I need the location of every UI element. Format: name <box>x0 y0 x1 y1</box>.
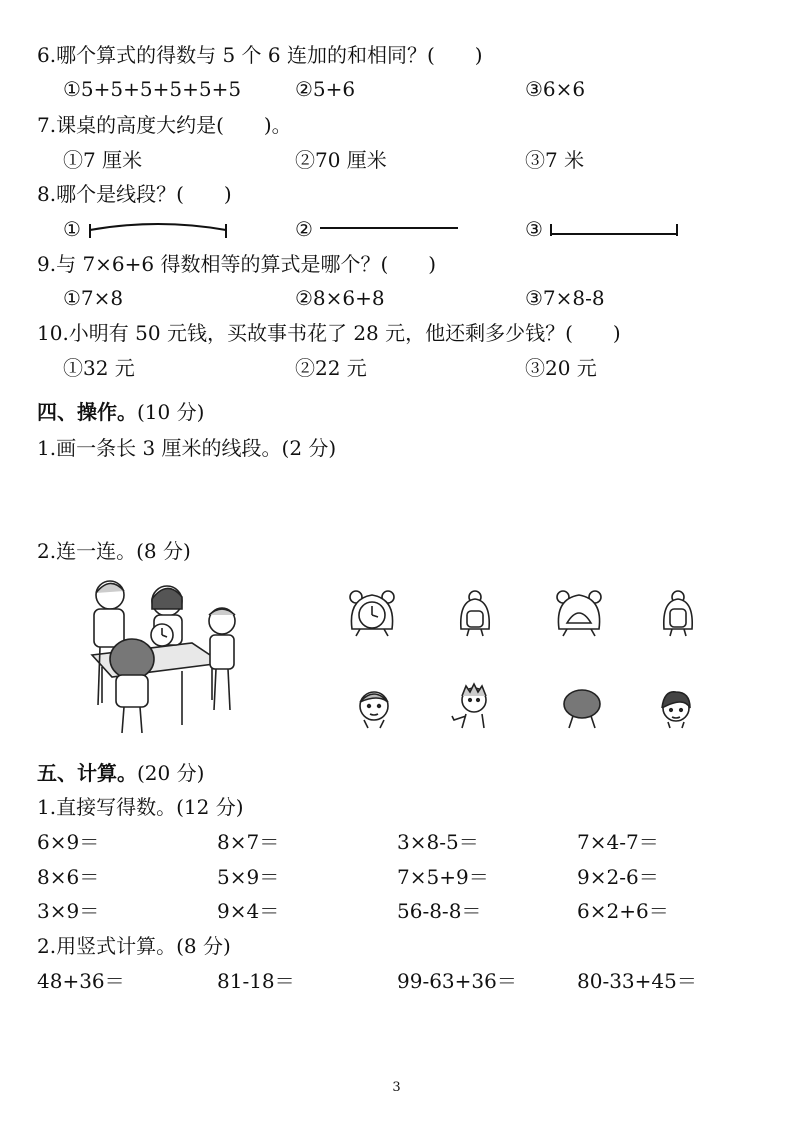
question-10 <box>0 316 793 350</box>
question-10-options <box>0 351 793 385</box>
option-2[interactable]: ②5+6 <box>295 77 356 101</box>
option-3[interactable]: ③7×8-8 <box>525 286 605 310</box>
question-6-options <box>0 72 793 106</box>
straight-line-figure <box>320 226 460 230</box>
option-3[interactable]: ③7 米 <box>525 148 585 172</box>
option-2[interactable]: ②70 厘米 <box>295 148 387 172</box>
question-text: 10.小明有 50 元钱，买故事书花了 28 元，他还剩多少钱？( ) <box>37 321 621 345</box>
vertical-calc-problem[interactable]: 48+36＝ <box>37 969 125 993</box>
section-title: 四、操作。 <box>37 400 137 424</box>
item-text: 2.连一连。(8 分) <box>37 539 191 563</box>
section-4-item-2 <box>0 534 793 568</box>
question-7 <box>0 108 793 142</box>
calc-problem[interactable]: 56-8-8＝ <box>397 899 482 923</box>
question-text: 9.与 7×6+6 得数相等的算式是哪个？( ) <box>37 252 437 276</box>
vertical-calc-problem[interactable]: 80-33+45＝ <box>577 969 697 993</box>
vertical-calc-row <box>0 964 793 998</box>
drawing-area[interactable] <box>37 468 737 530</box>
clock-front-view-icon[interactable] <box>346 589 398 639</box>
boy-pointing-icon[interactable] <box>448 682 492 730</box>
option-2[interactable]: ②8×6+8 <box>295 286 385 310</box>
question-text: 7.课桌的高度大约是( )。 <box>37 113 292 137</box>
option-2[interactable]: ② <box>295 217 313 241</box>
option-3[interactable]: ③ <box>525 217 543 241</box>
option-3[interactable]: ③6×6 <box>525 77 586 101</box>
direct-calc-row <box>0 894 793 928</box>
calc-problem[interactable]: 8×7＝ <box>217 830 280 854</box>
section-5-item-1 <box>0 790 793 824</box>
calc-problem[interactable]: 7×4-7＝ <box>577 830 659 854</box>
option-1[interactable]: ①5+5+5+5+5+5 <box>63 77 242 101</box>
section-title: 五、计算。 <box>37 761 137 785</box>
clock-side-view-icon[interactable] <box>457 589 493 639</box>
vertical-calc-problem[interactable]: 99-63+36＝ <box>397 969 517 993</box>
question-9 <box>0 247 793 281</box>
curved-line-figure <box>88 220 230 240</box>
section-5-item-2 <box>0 929 793 963</box>
page-number: 3 <box>392 1080 401 1095</box>
question-text: 6.哪个算式的得数与 5 个 6 连加的和相同？( ) <box>37 43 483 67</box>
option-1[interactable]: ① <box>63 217 81 241</box>
option-1[interactable]: ①7 厘米 <box>63 148 143 172</box>
calc-problem[interactable]: 6×2+6＝ <box>577 899 669 923</box>
question-8 <box>0 177 793 211</box>
section-5-heading <box>0 756 793 790</box>
question-7-options <box>0 143 793 177</box>
direct-calc-row <box>0 825 793 859</box>
calc-problem[interactable]: 5×9＝ <box>217 865 280 889</box>
calc-problem[interactable]: 3×9＝ <box>37 899 100 923</box>
section-score: (20 分) <box>137 761 205 785</box>
calc-problem[interactable]: 3×8-5＝ <box>397 830 479 854</box>
question-8-options <box>0 212 793 246</box>
section-4-heading <box>0 395 793 429</box>
question-6 <box>0 38 793 72</box>
direct-calc-row <box>0 860 793 894</box>
item-text: 1.直接写得数。(12 分) <box>37 795 244 819</box>
calc-problem[interactable]: 6×9＝ <box>37 830 100 854</box>
question-9-options <box>0 281 793 315</box>
section-score: (10 分) <box>137 400 205 424</box>
clock-other-side-view-icon[interactable] <box>660 589 696 639</box>
clock-back-view-icon[interactable] <box>553 589 605 639</box>
calc-problem[interactable]: 9×4＝ <box>217 899 280 923</box>
item-text: 1.画一条长 3 厘米的线段。(2 分) <box>37 436 337 460</box>
child-back-of-head-icon[interactable] <box>559 684 605 730</box>
option-3[interactable]: ③20 元 <box>525 356 597 380</box>
question-text: 8.哪个是线段？( ) <box>37 182 232 206</box>
calc-problem[interactable]: 7×5+9＝ <box>397 865 489 889</box>
children-table-illustration <box>72 575 252 735</box>
boy-face-icon[interactable] <box>354 684 394 730</box>
section-4-item-1 <box>0 431 793 465</box>
calc-problem[interactable]: 8×6＝ <box>37 865 100 889</box>
option-1[interactable]: ①7×8 <box>63 286 124 310</box>
girl-face-icon[interactable] <box>656 686 696 730</box>
option-1[interactable]: ①32 元 <box>63 356 135 380</box>
line-segment-figure <box>549 222 681 238</box>
item-text: 2.用竖式计算。(8 分) <box>37 934 231 958</box>
vertical-calc-problem[interactable]: 81-18＝ <box>217 969 295 993</box>
option-2[interactable]: ②22 元 <box>295 356 367 380</box>
calc-problem[interactable]: 9×2-6＝ <box>577 865 659 889</box>
